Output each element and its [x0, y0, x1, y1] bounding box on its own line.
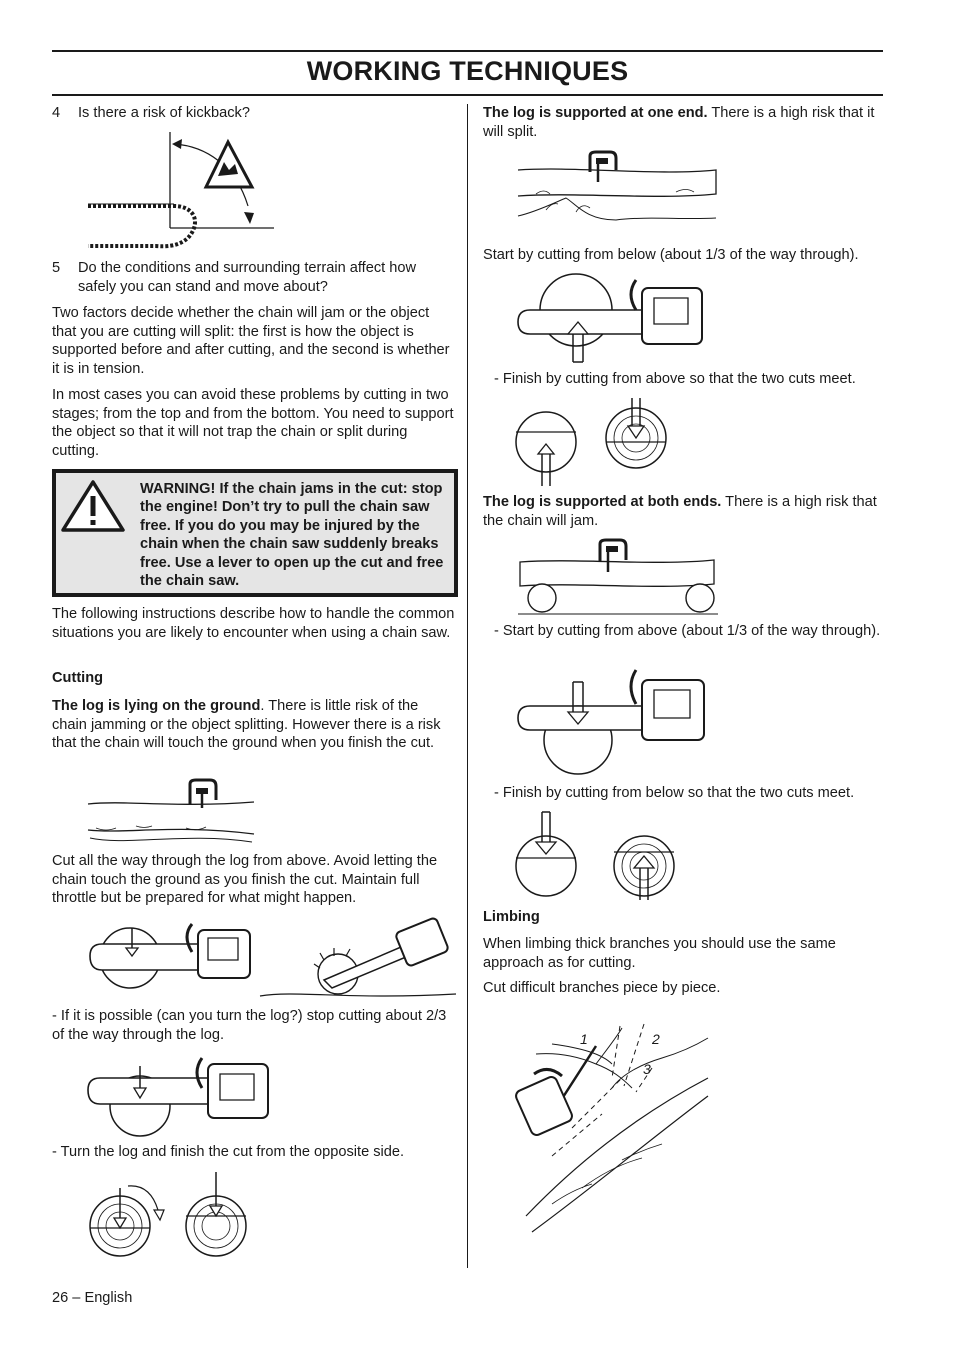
supported-both-ends-bold: The log is supported at both ends. — [483, 494, 722, 510]
paragraph-finish-below: - Finish by cutting from below so that the two cuts meet. — [494, 785, 855, 801]
limbing-label-2: 2 — [652, 1031, 660, 1047]
paragraph-supported-both-ends — [483, 493, 887, 530]
header-top-rule — [52, 50, 883, 52]
list-item-4: 4 Is there a risk of kickback? — [52, 105, 250, 121]
turn-log-illustration — [84, 1166, 254, 1262]
limbing-label-1: 1 — [580, 1031, 588, 1047]
log-one-end-illustration — [516, 150, 720, 222]
paragraph-finish-above: - Finish by cutting from above so that the two cuts meet. — [494, 371, 856, 387]
heading-limbing: Limbing — [483, 909, 540, 925]
limbing-illustration — [512, 1018, 712, 1238]
paragraph-log-on-ground — [52, 697, 456, 753]
finish-below-illustration — [514, 808, 678, 902]
kickback-illustration — [86, 132, 276, 252]
log-on-ground-bold: The log is lying on the ground — [52, 698, 261, 714]
paragraph-start-below: Start by cutting from below (about 1/3 of the way through). — [483, 247, 859, 263]
paragraph-supported-one-end — [483, 104, 883, 141]
paragraph-two-factors: Two factors decide whether the chain will jam or the object that you are cutting will split: the first is how the object is supported before and after cutting, and the second is whether it is in tension. — [52, 305, 450, 377]
paragraph-limbing-pieces: Cut difficult branches piece by piece. — [483, 980, 721, 996]
supported-one-end-bold: The log is supported at one end. — [483, 105, 708, 121]
saw-cut-from-above-illustration — [516, 666, 710, 776]
supported-one-end-text: There is a high risk that it will split. — [483, 105, 875, 140]
saw-cutting-down-illustration — [88, 918, 258, 992]
header-bottom-rule — [52, 94, 883, 96]
saw-ground-contact-illustration — [258, 918, 458, 1000]
paragraph-limbing: When limbing thick branches you should use the same approach as for cutting. — [483, 936, 836, 971]
log-on-ground-illustration — [86, 778, 256, 848]
page-title: WORKING TECHNIQUES — [306, 56, 629, 86]
paragraph-cut-through: Cut all the way through the log from above. Avoid letting the chain touch the ground as you finish the cut. Maintain full throttle but be prepared for what might happen. — [52, 853, 438, 907]
supported-both-ends-text: There is a high risk that the chain will jam. — [483, 494, 877, 529]
log-both-ends-illustration — [516, 538, 720, 616]
saw-two-thirds-illustration — [86, 1052, 276, 1138]
paragraph-two-stages: In most cases you can avoid these problems by cutting in two stages; from the top and from the bottom. You need to support the object so that it will not trap the chain or split during cutting. — [52, 387, 454, 459]
heading-cutting: Cutting — [52, 670, 104, 686]
warning-box — [52, 469, 458, 597]
saw-cut-from-below-illustration — [516, 270, 710, 366]
log-on-ground-text: . There is little risk of the chain jamming or the object splitting. However there is a risk that the chain will touch the ground when you finish the cut. — [52, 698, 441, 752]
paragraph-start-above: - Start by cutting from above (about 1/3 of the way through). — [494, 623, 881, 639]
column-divider — [467, 104, 468, 1268]
paragraph-stop-two-thirds: - If it is possible (can you turn the log?) stop cutting about 2/3 of the way through the log. — [52, 1008, 447, 1043]
paragraph-turn-log: - Turn the log and finish the cut from the opposite side. — [52, 1144, 405, 1160]
warning-text: WARNING! If the chain jams in the cut: stop the engine! Don’t try to pull the chain saw free. If you do you may be injured by the chain when the chain saw suddenly breaks free. Use a lever to open up the cut and free the chain saw. — [140, 481, 444, 590]
list-item-5: 5 Do the conditions and surrounding terrain affect how safely you can stand and move about? — [52, 260, 417, 295]
page-footer: 26 – English — [52, 1290, 133, 1306]
limbing-label-3: 3 — [643, 1061, 651, 1077]
paragraph-instructions: The following instructions describe how to handle the common situations you are likely to encounter when using a chain saw. — [52, 606, 455, 641]
finish-above-illustration — [514, 396, 674, 490]
warning-icon — [60, 479, 126, 533]
